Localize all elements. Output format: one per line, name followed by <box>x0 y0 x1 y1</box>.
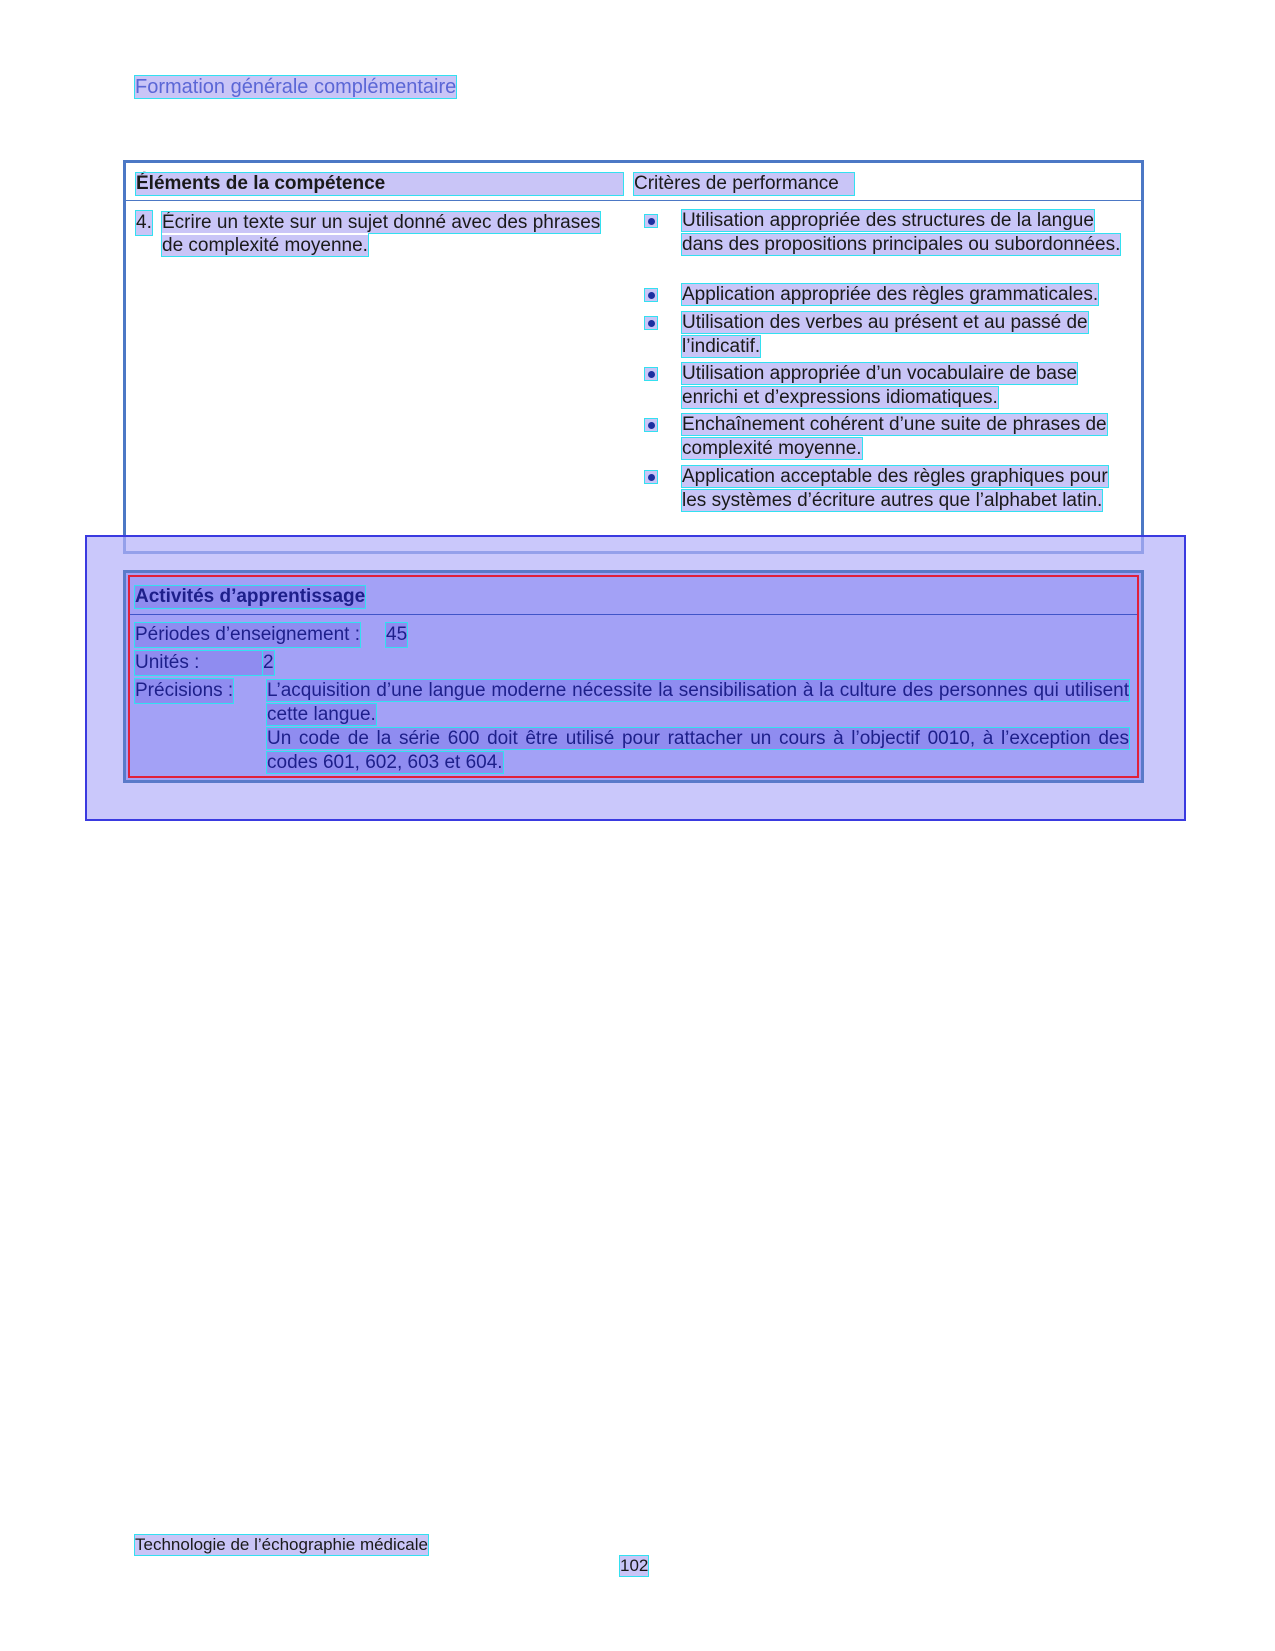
table-header-row <box>126 163 1141 201</box>
bullet-icon <box>645 215 657 227</box>
page-header-title: Formation générale complémentaire <box>135 76 457 98</box>
footer-title: Technologie de l’échographie médicale <box>135 1535 428 1554</box>
activities-inner-frame <box>128 575 1139 778</box>
bullet-icon <box>645 419 657 431</box>
criterion-text: Application appropriée des règles grammaticales. <box>682 284 1099 305</box>
criterion-text: Utilisation appropriée d’un vocabulaire de base enrichi et d’expressions idiomatiques. <box>682 363 1078 408</box>
details-line: Un code de la série 600 doit être utilisé pour rattacher un cours à l’objectif 0010, à l’exception des codes 601, 602, 603 et 604. <box>267 728 1129 773</box>
activities-box <box>123 570 1144 783</box>
details-label: Précisions : <box>135 680 234 701</box>
units-value: 2 <box>263 652 274 673</box>
bullet-icon <box>645 289 657 301</box>
bullet-icon <box>645 368 657 380</box>
details-line: L’acquisition d’une langue moderne nécessite la sensibilisation à la culture des personnes qui utilisent cette langue. <box>267 680 1129 725</box>
criterion-text: Utilisation appropriée des structures de la langue dans des propositions principales ou subordonnées. <box>682 210 1121 255</box>
element-text <box>162 211 622 257</box>
element-number: 4. <box>136 212 152 233</box>
column-header-criteria: Critères de performance <box>634 173 854 195</box>
periods-value: 45 <box>386 624 408 645</box>
criterion-text: Enchaînement cohérent d’une suite de phrases de complexité moyenne. <box>682 414 1107 459</box>
bullet-icon <box>645 471 657 483</box>
periods-label: Périodes d’enseignement : <box>135 624 360 645</box>
details-text <box>267 679 1129 775</box>
page-number: 102 <box>620 1556 649 1575</box>
criterion-text: Utilisation des verbes au présent et au passé de l’indicatif. <box>682 312 1088 357</box>
column-header-elements: Éléments de la compétence <box>136 173 623 195</box>
activities-title: Activités d’apprentissage <box>135 586 366 607</box>
activities-title-row <box>130 577 1137 615</box>
element-text-content: Écrire un texte sur un sujet donné avec des phrases de complexité moyenne. <box>162 212 601 256</box>
competence-table <box>123 160 1144 554</box>
units-label: Unités : <box>135 651 265 675</box>
bullet-icon <box>645 317 657 329</box>
criterion-text: Application acceptable des règles graphiques pour les systèmes d’écriture autres que l’alphabet latin. <box>682 466 1108 511</box>
